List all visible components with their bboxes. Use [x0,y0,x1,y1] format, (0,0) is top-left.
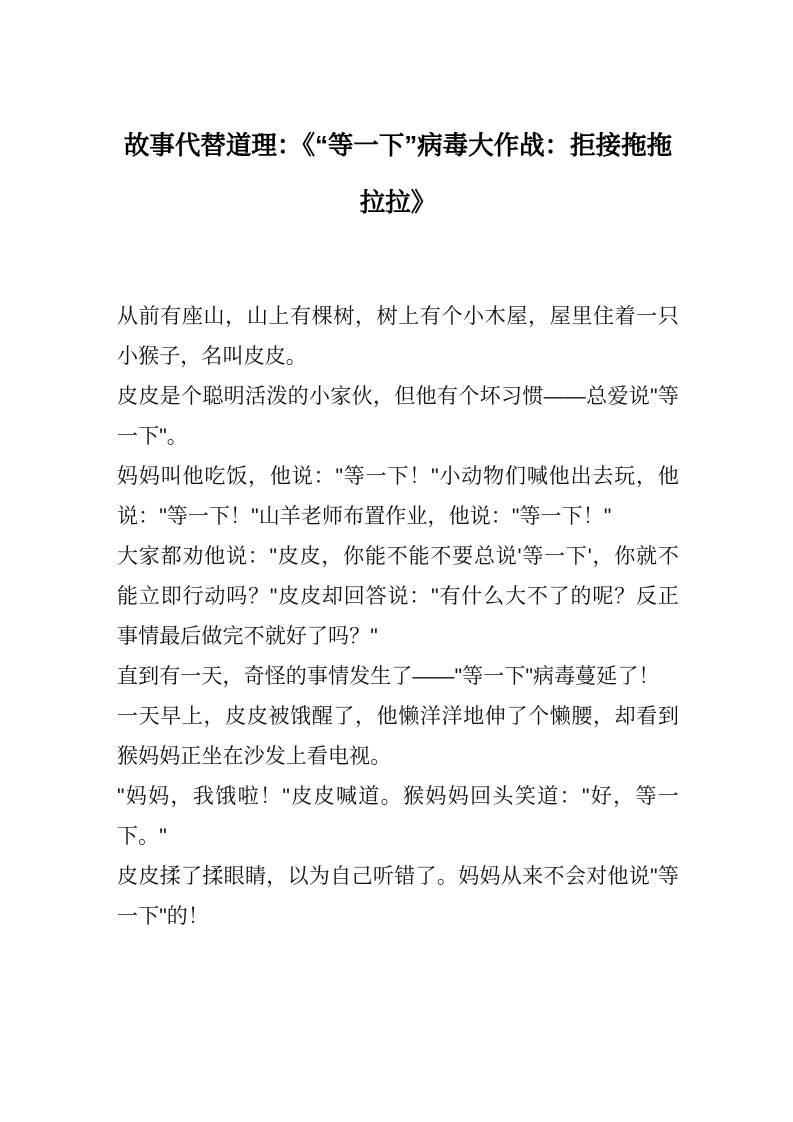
paragraph: 大家都劝他说："皮皮，你能不能不要总说'等一下'，你就不能立即行动吗？"皮皮却回答说："有什么大不了的呢？反正事情最后做完不就好了吗？" [117,545,679,649]
paragraph: 从前有座山，山上有棵树，树上有个小木屋，屋里住着一只小猴子，名叫皮皮。 [117,305,679,369]
document-content [117,0,679,937]
paragraph: 皮皮是个聪明活泼的小家伙，但他有个坏习惯——总爱说"等一下"。 [117,385,679,449]
page-title: 故事代替道理：《“等一下”病毒大作战：拒接拖拖拉拉》 [123,132,673,217]
paragraph: 直到有一天，奇怪的事情发生了——"等一下"病毒蔓延了！ [117,665,660,689]
paragraph: "妈妈，我饿啦！"皮皮喊道。猴妈妈回头笑道："好，等一下。" [117,785,679,849]
document-body [117,231,679,937]
paragraph: 一天早上，皮皮被饿醒了，他懒洋洋地伸了个懒腰，却看到猴妈妈正坐在沙发上看电视。 [117,705,679,769]
paragraph: 妈妈叫他吃饭，他说："等一下！"小动物们喊他出去玩，他说："等一下！"山羊老师布置作业，他说："等一下！" [117,465,679,529]
paragraph: 皮皮揉了揉眼睛，以为自己听错了。妈妈从来不会对他说"等一下"的！ [117,865,679,929]
